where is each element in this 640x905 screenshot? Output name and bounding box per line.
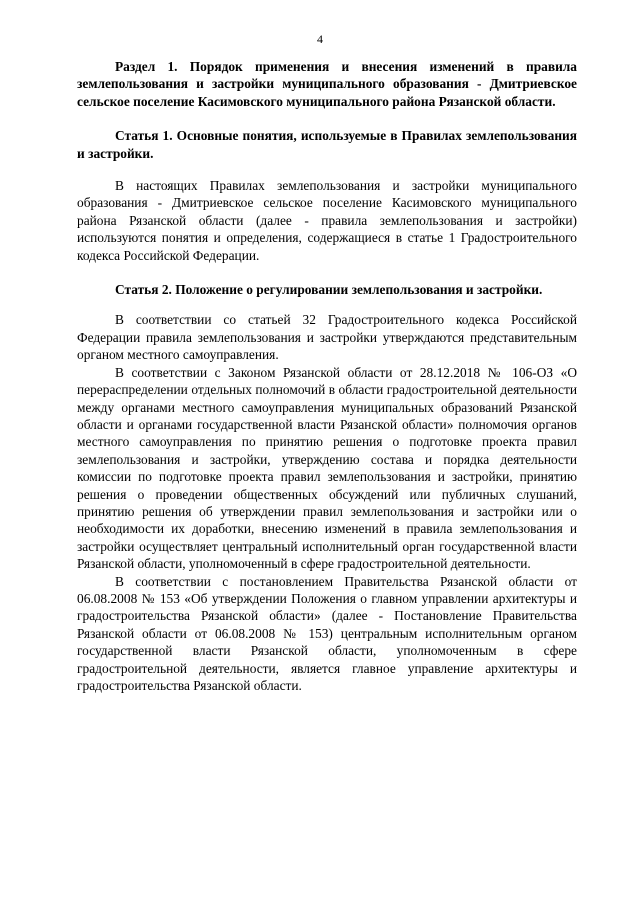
article-1-paragraph: В настоящих Правилах землепользования и застройки муниципального образования - Дмитриевское сельское поселение Касимовского муниципального района Рязанской области (далее - правила землепользования и застройки) используются понятия и определения, содержащиеся в статье 1 Градостроительного кодекса Российской Федерации. <box>77 178 577 263</box>
document-body <box>77 58 577 694</box>
article-1-heading: Статья 1. Основные понятия, используемые в Правилах землепользования и застройки. <box>77 128 577 161</box>
page-number: 4 <box>317 32 323 46</box>
article-2-heading: Статья 2. Положение о регулировании землепользования и застройки. <box>115 282 543 298</box>
article-2-paragraph-1: В соответствии со статьей 32 Градостроительного кодекса Российской Федерации правила землепользования и застройки утверждаются представительным органом местного самоуправления. <box>77 312 577 363</box>
article-2-paragraph-2: В соответствии с Законом Рязанской области от 28.12.2018 № 106-ОЗ «О перераспределении отдельных полномочий в области градостроительной деятельности между органами местного самоуправления муниципальных образований Рязанской области и органами государственной власти Рязанской области» полномочия органов местного самоуправления по принятию решения о подготовке проекта правил землепользования и застройки, утверждению состава и порядка деятельности комиссии по подготовке проекта правил землепользования и застройки, принятию решения о проведении общественных обсуждений или публичных слушаний, принятию решения об утверждении правил землепользования и застройки или о необходимости их доработки, внесению изменений в правила землепользования и застройки осуществляет центральный исполнительный орган государственной власти Рязанской области, уполномоченный в сфере градостроительной деятельности. <box>77 364 577 572</box>
article-2-paragraph-3: В соответствии с постановлением Правительства Рязанской области от 06.08.2008 № 153 «Об утверждении Положения о главном управлении архитектуры и градостроительства Рязанской области» (далее - Постановление Правительства Рязанской области от 06.08.2008 № 153) центральным исполнительным органом государственной власти Рязанской области, уполномоченным в сфере градостроительной деятельности, является главное управление архитектуры и градостроительства Рязанской области. <box>77 573 577 693</box>
section-heading: Раздел 1. Порядок применения и внесения изменений в правила землепользования и застройки муниципального образования - Дмитриевское сельское поселение Касимовского муниципального района Рязанской области. <box>77 59 577 109</box>
